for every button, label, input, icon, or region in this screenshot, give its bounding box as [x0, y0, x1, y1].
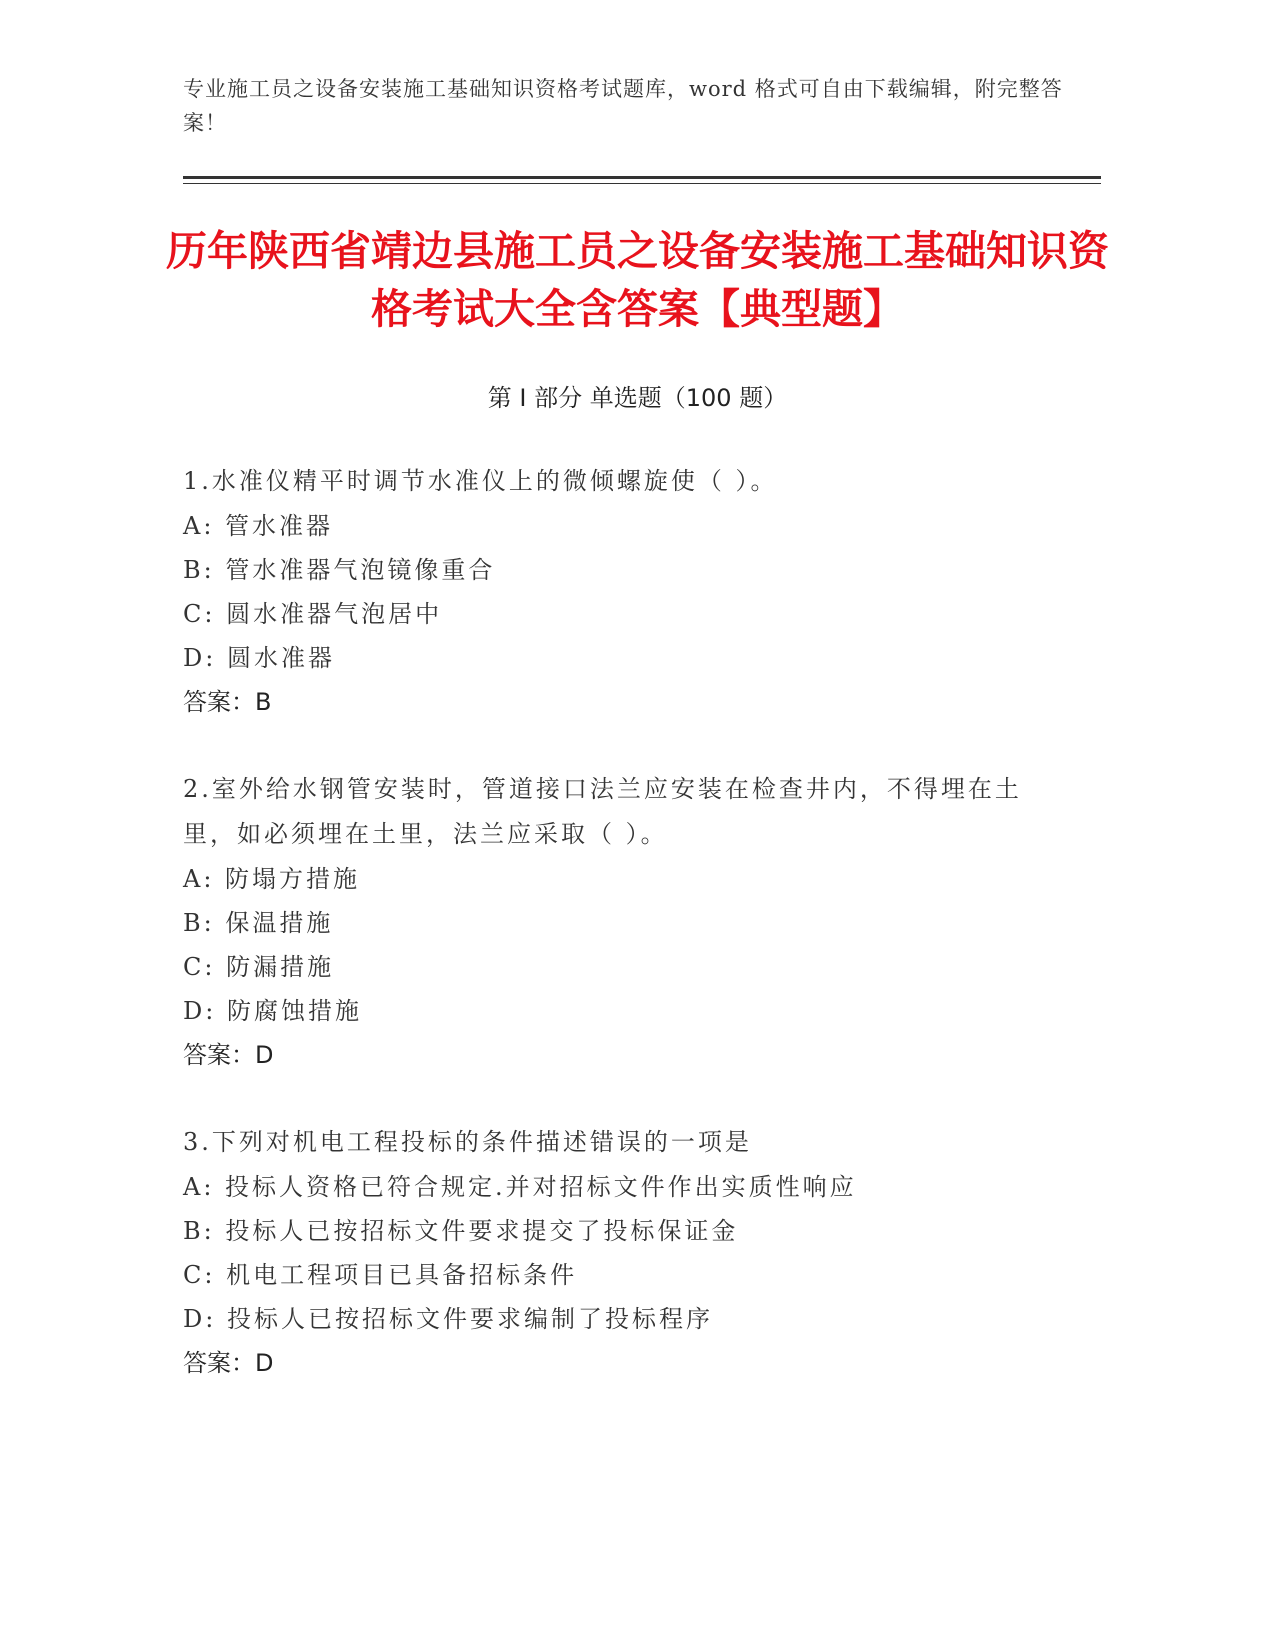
option-d: D: 圆水准器: [183, 644, 335, 672]
option-c: C: 圆水准器气泡居中: [183, 600, 443, 628]
question-1: [183, 459, 1063, 724]
option-a: A: 投标人资格已符合规定.并对招标文件作出实质性响应: [183, 1173, 857, 1201]
question-stem: 2.室外给水钢管安装时，管道接口法兰应安装在检查井内，不得埋在土里，如必须埋在土里，法兰应采取（ ）。: [183, 775, 1022, 848]
header-divider-thick: [183, 176, 1101, 179]
option-b: B: 管水准器气泡镜像重合: [183, 556, 496, 584]
header-divider-thin: [183, 183, 1101, 184]
option-c: C: 防漏措施: [183, 953, 335, 981]
document-title: 历年陕西省靖边县施工员之设备安装施工基础知识资格考试大全含答案【典型题】: [166, 227, 1109, 333]
option-b: B: 投标人已按招标文件要求提交了投标保证金: [183, 1217, 739, 1245]
section-heading: 第 I 部分 单选题（100 题）: [487, 384, 788, 412]
option-a: A: 防塌方措施: [183, 865, 361, 893]
option-c: C: 机电工程项目已具备招标条件: [183, 1261, 578, 1289]
question-list: [183, 459, 1063, 1385]
question-3: [183, 1120, 1063, 1385]
question-2: [183, 767, 1063, 1077]
question-stem: 1.水准仪精平时调节水准仪上的微倾螺旋使（ ）。: [183, 467, 778, 495]
option-a: A: 管水准器: [183, 512, 334, 540]
answer: 答案：D: [183, 1349, 274, 1377]
header-note: 专业施工员之设备安装施工基础知识资格考试题库，word 格式可自由下载编辑，附完整答案！: [183, 77, 1063, 135]
answer: 答案：D: [183, 1041, 274, 1069]
option-d: D: 投标人已按招标文件要求编制了投标程序: [183, 1305, 713, 1333]
option-d: D: 防腐蚀措施: [183, 997, 362, 1025]
question-stem: 3.下列对机电工程投标的条件描述错误的一项是: [183, 1128, 752, 1156]
option-b: B: 保温措施: [183, 909, 334, 937]
answer: 答案：B: [183, 688, 272, 716]
